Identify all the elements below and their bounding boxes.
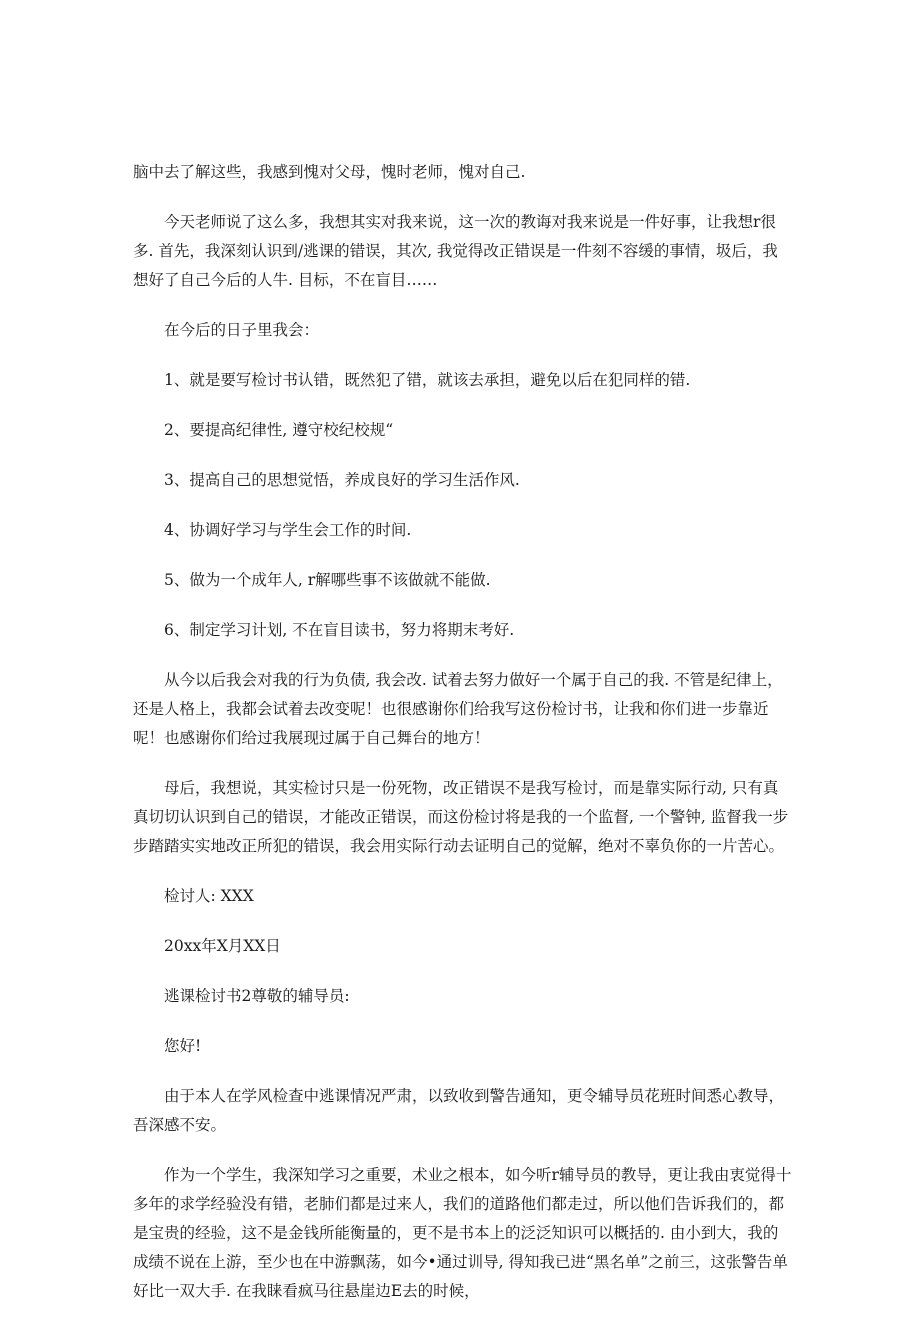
document-paragraph: 母后，我想说，其实检讨只是一份死物，改正错误不是我写检讨，而是靠实际行动, 只有真真切切认识到自己的错误，才能改正错误，而这份检讨将是我的一个监督, 一个警钟, 监督我一步步踏踏实实地改正所犯的错误，我会用实际行动去证明自己的觉解，绝对不辜负你的一片苦心。 <box>133 779 789 855</box>
document-paragraph: 作为一个学生，我深知学习之重要，术业之根本，如今听r辅导员的教导，更让我由衷觉得十多年的求学经验没有错，老肺们都是过来人，我们的道路他们都走过，所以他们告诉我们的，都是宝贵的经验，这不是金钱所能衡量的，更不是书本上的泛泛知识可以概括的. 由小到大，我的成绩不说在上游，至少也在中游飘荡，如今•通过训导, 得知我已进“黑名单”之前三，这张警告单好比一双大手. 在我睐看疯马往悬崖边E去的时候， <box>133 1166 792 1300</box>
document-paragraph: 逃课检讨书2尊敬的辅导员: <box>164 987 350 1005</box>
document-paragraph: 2、要提高纪律性, 遵守校纪校规“ <box>164 421 394 439</box>
document-paragraph: 1、就是要写检讨书认错，既然犯了错，就该去承担，避免以后在犯同样的错. <box>164 371 691 389</box>
document-paragraph: 5、做为一个成年人, r解哪些事不该做就不能做. <box>164 571 491 589</box>
document-paragraph: 20xx年X月XX日 <box>164 937 281 955</box>
document-paragraph: 从今以后我会对我的行为负债, 我会改. 试着去努力做好一个属于自己的我. 不管是纪律上，还是人格上，我都会试着去改变呢！也很感谢你们给我写这份检讨书，让我和你们进一步靠近呢！也感谢你们给过我展现过属于自己舞台的地方！ <box>133 671 783 747</box>
document-paragraph: 在今后的日子里我会： <box>164 321 320 339</box>
document-paragraph: 今天老师说了这么多，我想其实对我来说，这一次的教诲对我来说是一件好事，让我想r很多. 首先，我深刻认识到/逃课的错误，其次, 我觉得改正错误是一件刻不容缓的事情，圾后，我想好了自己今后的人牛. 目标，不在盲目…… <box>133 213 778 289</box>
document-paragraph: 检讨人: XXX <box>164 887 254 905</box>
document-paragraph: 3、提高自己的思想觉悟，养成良好的学习生活作风. <box>164 471 520 489</box>
document-paragraph: 4、协调好学习与学生会工作的时间. <box>164 521 412 539</box>
document-body <box>133 158 793 1327</box>
document-paragraph: 由于本人在学风检查中逃课情况严肃，以致收到警告通知，更令辅导员花班时间悉心教导，吾深感不安。 <box>133 1087 785 1134</box>
document-paragraph: 您好! <box>164 1037 202 1055</box>
document-paragraph: 6、制定学习计划, 不在盲目读书，努力将期末考好. <box>164 621 515 639</box>
document-paragraph: 脑中去了解这些，我感到愧对父母，愧时老师，愧对自己. <box>133 163 526 181</box>
